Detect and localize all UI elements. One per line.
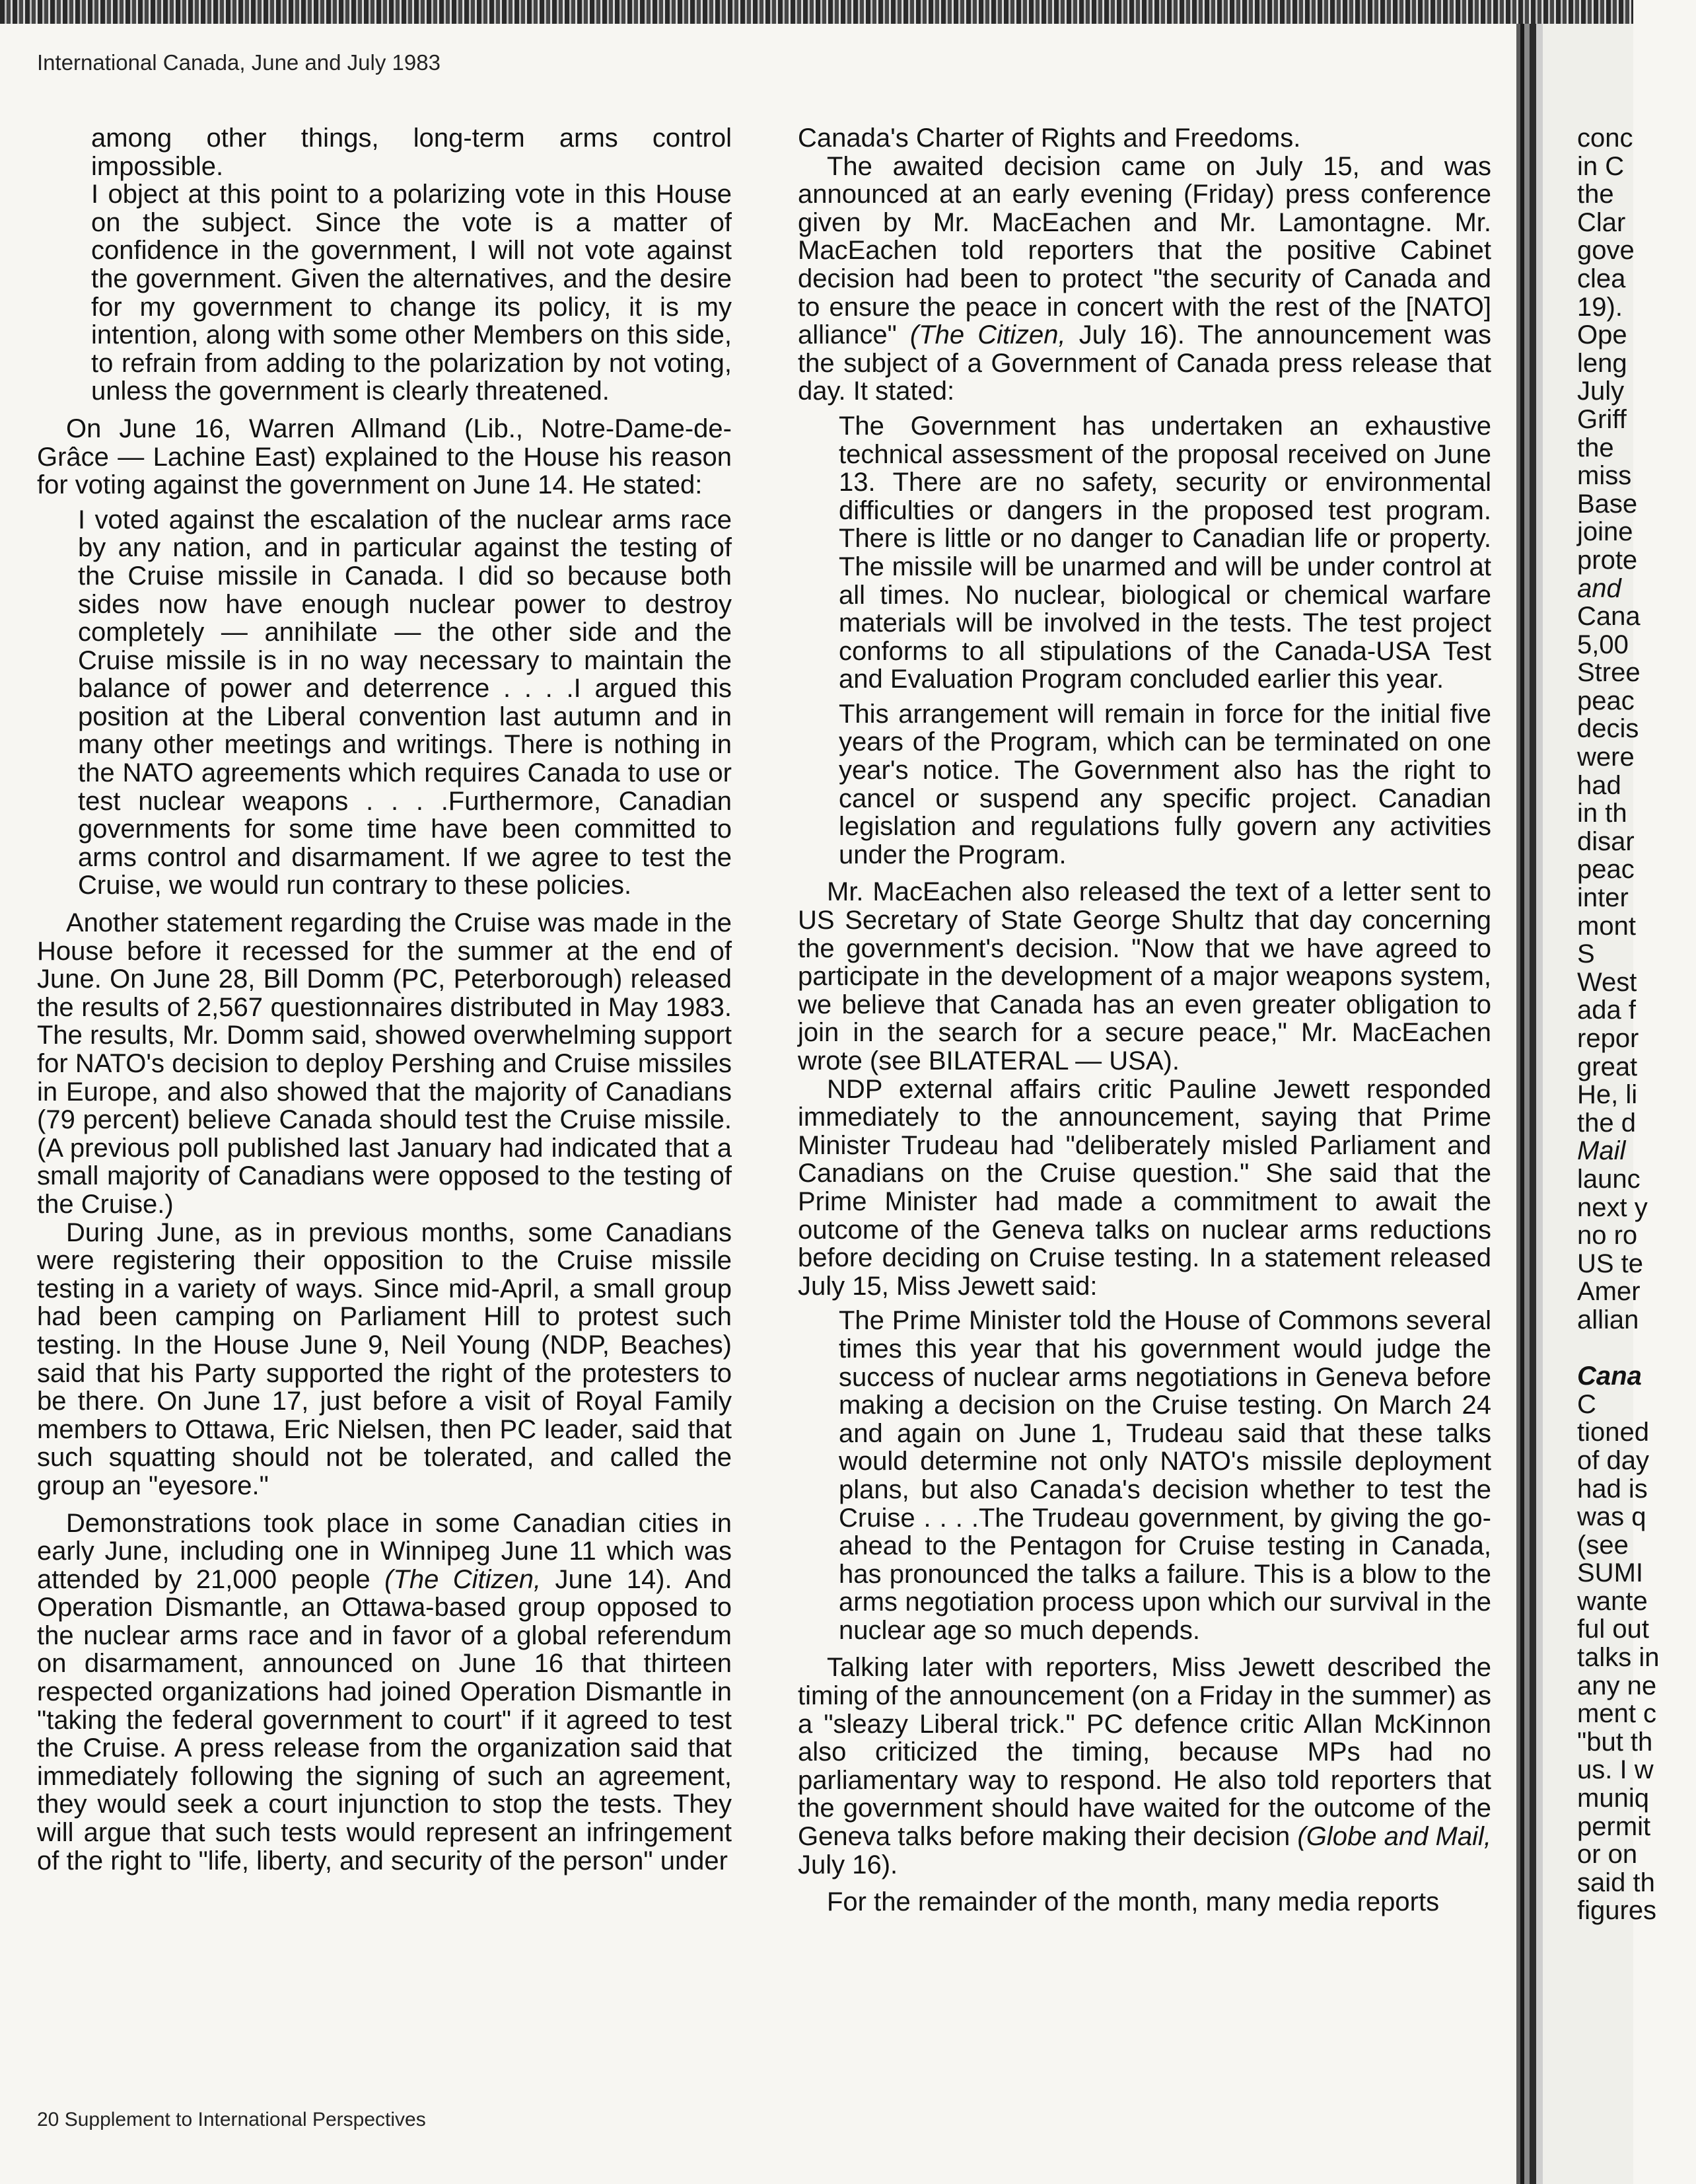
next-page-line: ment c [1577, 1699, 1657, 1729]
next-page-line [1577, 1334, 1696, 1363]
quote-paragraph: I voted against the escalation of the nuclear arms race by any nation, and in particular against the testing of the Cruise missile in Canada. I did so because both sides now have enough nuclear power to destroy completely — annihilate — the other side and the Cruise missile is in no way necessary to maintain the balance of power and deterrence . . . .I argued this position at the Liberal convention last autumn and in many other meetings and writings. There is nothing in the NATO agreements which requires Canada to use or test nuclear weapons . . . .Furthermore, Canadian governments for some time have been committed to arms control and disarmament. If we agree to test the Cruise, we would run contrary to these policies. [78, 505, 732, 900]
running-header: International Canada, June and July 1983 [37, 50, 441, 75]
paragraph: Mr. MacEachen also released the text of a letter sent to US Secretary of State George Shultz that day concerning the government's decision. "Now that we have agreed to participate in the development of a major weapons system, we believe that Canada has an even greater obligation to join in the search for a secure peace," Mr. MacEachen wrote (see BILATERAL — USA). [798, 877, 1491, 1075]
paragraph [37, 1510, 732, 1875]
next-page-line: talks in [1577, 1643, 1660, 1673]
next-page-line: ada f [1577, 996, 1636, 1025]
next-page-line: launc [1577, 1164, 1641, 1194]
next-page-line: repor [1577, 1024, 1639, 1053]
next-page-line: of day [1577, 1445, 1649, 1475]
paragraph [798, 1654, 1491, 1879]
next-page-line: wante [1577, 1586, 1648, 1616]
next-page-line: the [1577, 180, 1614, 209]
next-page-line: mont [1577, 911, 1636, 941]
next-page-line: He, li [1577, 1080, 1638, 1110]
next-page-line: miss [1577, 461, 1632, 491]
next-page-line: the [1577, 433, 1614, 462]
left-column [37, 124, 732, 1875]
next-page-line: Base [1577, 489, 1638, 519]
next-page-line: SUMI [1577, 1558, 1643, 1588]
next-page-line: S [1577, 939, 1595, 969]
next-page-line: muniq [1577, 1784, 1649, 1813]
next-page-line: joine [1577, 517, 1633, 547]
scan-top-edge [0, 0, 1633, 24]
next-page-line: 5,00 [1577, 630, 1629, 659]
next-page-line: 19). [1577, 292, 1623, 322]
next-page-line: had is [1577, 1474, 1648, 1504]
next-page-line: no ro [1577, 1221, 1638, 1251]
paragraph: On June 16, Warren Allmand (Lib., Notre-Dame-de-Grâce — Lachine East) explained to the House his reason for voting against the government on June 14. He stated: [37, 414, 732, 500]
text-run: June 14). And Operation Dismantle, an Ottawa-based group opposed to the nuclear arms race and in favor of a global referendum on disarmament, announced on June 16 that thirteen respected organizations had joined Operation Dismantle in "taking the federal government to court" if it agreed to test the Cruise. A press release from the organization said that immediately following the signing of such an agreement, they would seek a court injunction to stop the tests. They will argue that such tests would represent an infringement of the right to "life, liberty, and security of the person" under [37, 1564, 732, 1875]
middle-column [798, 124, 1491, 1916]
quote-paragraph: The Government has undertaken an exhaustive technical assessment of the proposal received on June 13. There are no safety, security or environmental difficulties or dangers in the proposed test program. There is little or no danger to Canadian life or property. The missile will be unarmed and will be under control at all times. No nuclear, biological or chemical warfare materials will be involved in the tests. The test project conforms to all stipulations of the Canada-USA Test and Evaluation Program concluded earlier this year. [839, 411, 1491, 694]
next-page-line: great [1577, 1052, 1638, 1081]
quote-paragraph: The Prime Minister told the House of Commons several times this year that his government would judge the success of nuclear arms negotiations in Geneva before making a decision on the Cruise testing. On March 24 and again on June 1, Trudeau said that these talks would determine not only NATO's missile deployment plans, but also Canada's decision whether to test the Cruise . . . .The Trudeau government, by giving the go-ahead to the Pentagon for Cruise testing in Canada, has pronounced the talks a failure. This is a blow to the arms negotiation process upon which our survival in the nuclear age so much depends. [839, 1306, 1491, 1645]
text-run: The awaited decision came on July 15, and was announced at an early evening (Friday) press conference given by Mr. MacEachen and Mr. Lamontagne. Mr. MacEachen told reporters that the positive Cabinet decision had been to protect "the security of Canada and to ensure the peace in concert with the rest of the [NATO] alliance" [798, 151, 1491, 350]
next-page-line: in C [1577, 151, 1625, 181]
next-page-line: any ne [1577, 1671, 1657, 1700]
citation: (The Citizen, [909, 320, 1066, 350]
next-page-line: peac [1577, 686, 1635, 715]
next-page-line: Cana [1577, 602, 1641, 632]
next-page-line: tioned [1577, 1418, 1649, 1447]
next-page-line: (see [1577, 1530, 1629, 1560]
paragraph: I object at this point to a polarizing vote in this House on the subject. Since the vote is a matter of confidence in the government, I will not vote against the government. Given the alternatives, and the desire for my government to change its policy, it is my intention, along with some other Members on this side, to refrain from adding to the polarization by not voting, unless the government is clearly threatened. [91, 180, 732, 406]
paragraph: Another statement regarding the Cruise was made in the House before it recessed for the summer at the end of June. On June 28, Bill Domm (PC, Peterborough) released the results of 2,567 questionnaires distributed in May 1983. The results, Mr. Domm said, showed overwhelming support for NATO's decision to deploy Pershing and Cruise missiles in Europe, and also showed that the majority of Canadians (79 percent) believe Canada should test the Cruise missile. (A previous poll published last January had indicated that a small majority of Canadians were opposed to the testing of the Cruise.) [37, 908, 732, 1219]
next-page-line: decis [1577, 714, 1639, 744]
block-quote [839, 412, 1491, 869]
next-page-line: or on [1577, 1840, 1638, 1870]
next-page-line: were [1577, 743, 1635, 772]
paragraph: Canada's Charter of Rights and Freedoms. [798, 124, 1301, 153]
next-page-line: gove [1577, 236, 1635, 266]
next-page-fragment [1577, 124, 1696, 1925]
next-page-line: Ope [1577, 320, 1627, 350]
paragraph: among other things, long-term arms control impossible. [91, 124, 732, 181]
quote-paragraph: This arrangement will remain in force for the initial five years of the Program, which can be terminated on one year's notice. The Government also has the right to cancel or suspend any specific project. Canadian legislation and regulations fully govern any activities under the Program. [839, 699, 1491, 869]
next-page-line: allian [1577, 1305, 1639, 1334]
next-page-line: prote [1577, 545, 1638, 575]
next-page-line: clea [1577, 264, 1626, 293]
paragraph: During June, as in previous months, some Canadians were registering their opposition to the Cruise missile testing in a variety of ways. Since mid-April, a small group had been camping on Parliament Hill to protest such testing. In the House June 9, Neil Young (NDP, Beaches) said that his Party supported the right of the protesters to be there. On June 17, just before a visit of Royal Family members to Ottawa, Eric Nielsen, then PC leader, said that such squatting should not be tolerated, and called the group an "eyesore." [37, 1218, 732, 1500]
next-page-line: in th [1577, 799, 1627, 828]
next-page-line: Stree [1577, 658, 1641, 688]
block-quote [839, 1307, 1491, 1644]
next-page-line: Amer [1577, 1277, 1641, 1307]
next-page-line: July [1577, 377, 1625, 406]
citation: (The Citizen, [384, 1564, 542, 1594]
next-page-line: had [1577, 770, 1621, 800]
next-page-line: inter [1577, 883, 1629, 913]
next-page-line: next y [1577, 1192, 1648, 1222]
next-page-line: said th [1577, 1868, 1655, 1897]
next-page-line: the d [1577, 1108, 1636, 1138]
paragraph: NDP external affairs critic Pauline Jewett responded immediately to the announcement, saying that Prime Minister Trudeau had "deliberately misled Parliament and Canadians on the Cruise question." She said that the Prime Minister had made a commitment to await the outcome of the Geneva talks on nuclear arms reductions before deciding on Cruise testing. In a statement released July 15, Miss Jewett said: [798, 1074, 1491, 1301]
paragraph [798, 153, 1491, 406]
text-run: July 16). The announcement was the subject of a Government of Canada press release that day. It stated: [798, 320, 1491, 406]
next-page-line: leng [1577, 348, 1627, 378]
next-page-line: ful out [1577, 1615, 1649, 1644]
next-page-line: peac [1577, 855, 1635, 885]
next-page-line: us. I w [1577, 1755, 1654, 1785]
next-page-line: US te [1577, 1249, 1644, 1278]
text-run: Demonstrations took place in some Canadian cities in early June, including one in Winnipeg June 11 which was attended by 21,000 people [37, 1508, 732, 1594]
citation: (Globe and Mail, [1297, 1822, 1491, 1852]
paragraph: For the remainder of the month, many media reports [827, 1887, 1440, 1917]
text-run: Talking later with reporters, Miss Jewett described the timing of the announcement (on a Friday in the summer) as a "sleazy Liberal trick." PC defence critic Allan McKinnon also criticized the timing, because MPs had no parliamentary way to respond. He also told reporters that the government should have waited for the outcome of the Geneva talks before making their decision [798, 1653, 1491, 1852]
next-page-line: was q [1577, 1502, 1646, 1532]
next-page-line: and [1577, 573, 1621, 603]
next-page-line: conc [1577, 124, 1633, 153]
next-page-line: Cana [1577, 1362, 1642, 1391]
next-page-line: West [1577, 967, 1637, 997]
block-quote [78, 506, 732, 900]
next-page-line: figures [1577, 1896, 1657, 1926]
next-page-line: permit [1577, 1811, 1651, 1841]
next-page-line: "but th [1577, 1727, 1653, 1757]
next-page-line: Griff [1577, 404, 1627, 434]
next-page-line: Mail [1577, 1136, 1626, 1166]
next-page-line: Clar [1577, 207, 1626, 237]
running-footer: 20 Supplement to International Perspectives [37, 2109, 426, 2130]
next-page-line: C [1577, 1389, 1596, 1419]
text-run: July 16). [798, 1850, 898, 1879]
next-page-line: disar [1577, 826, 1635, 856]
